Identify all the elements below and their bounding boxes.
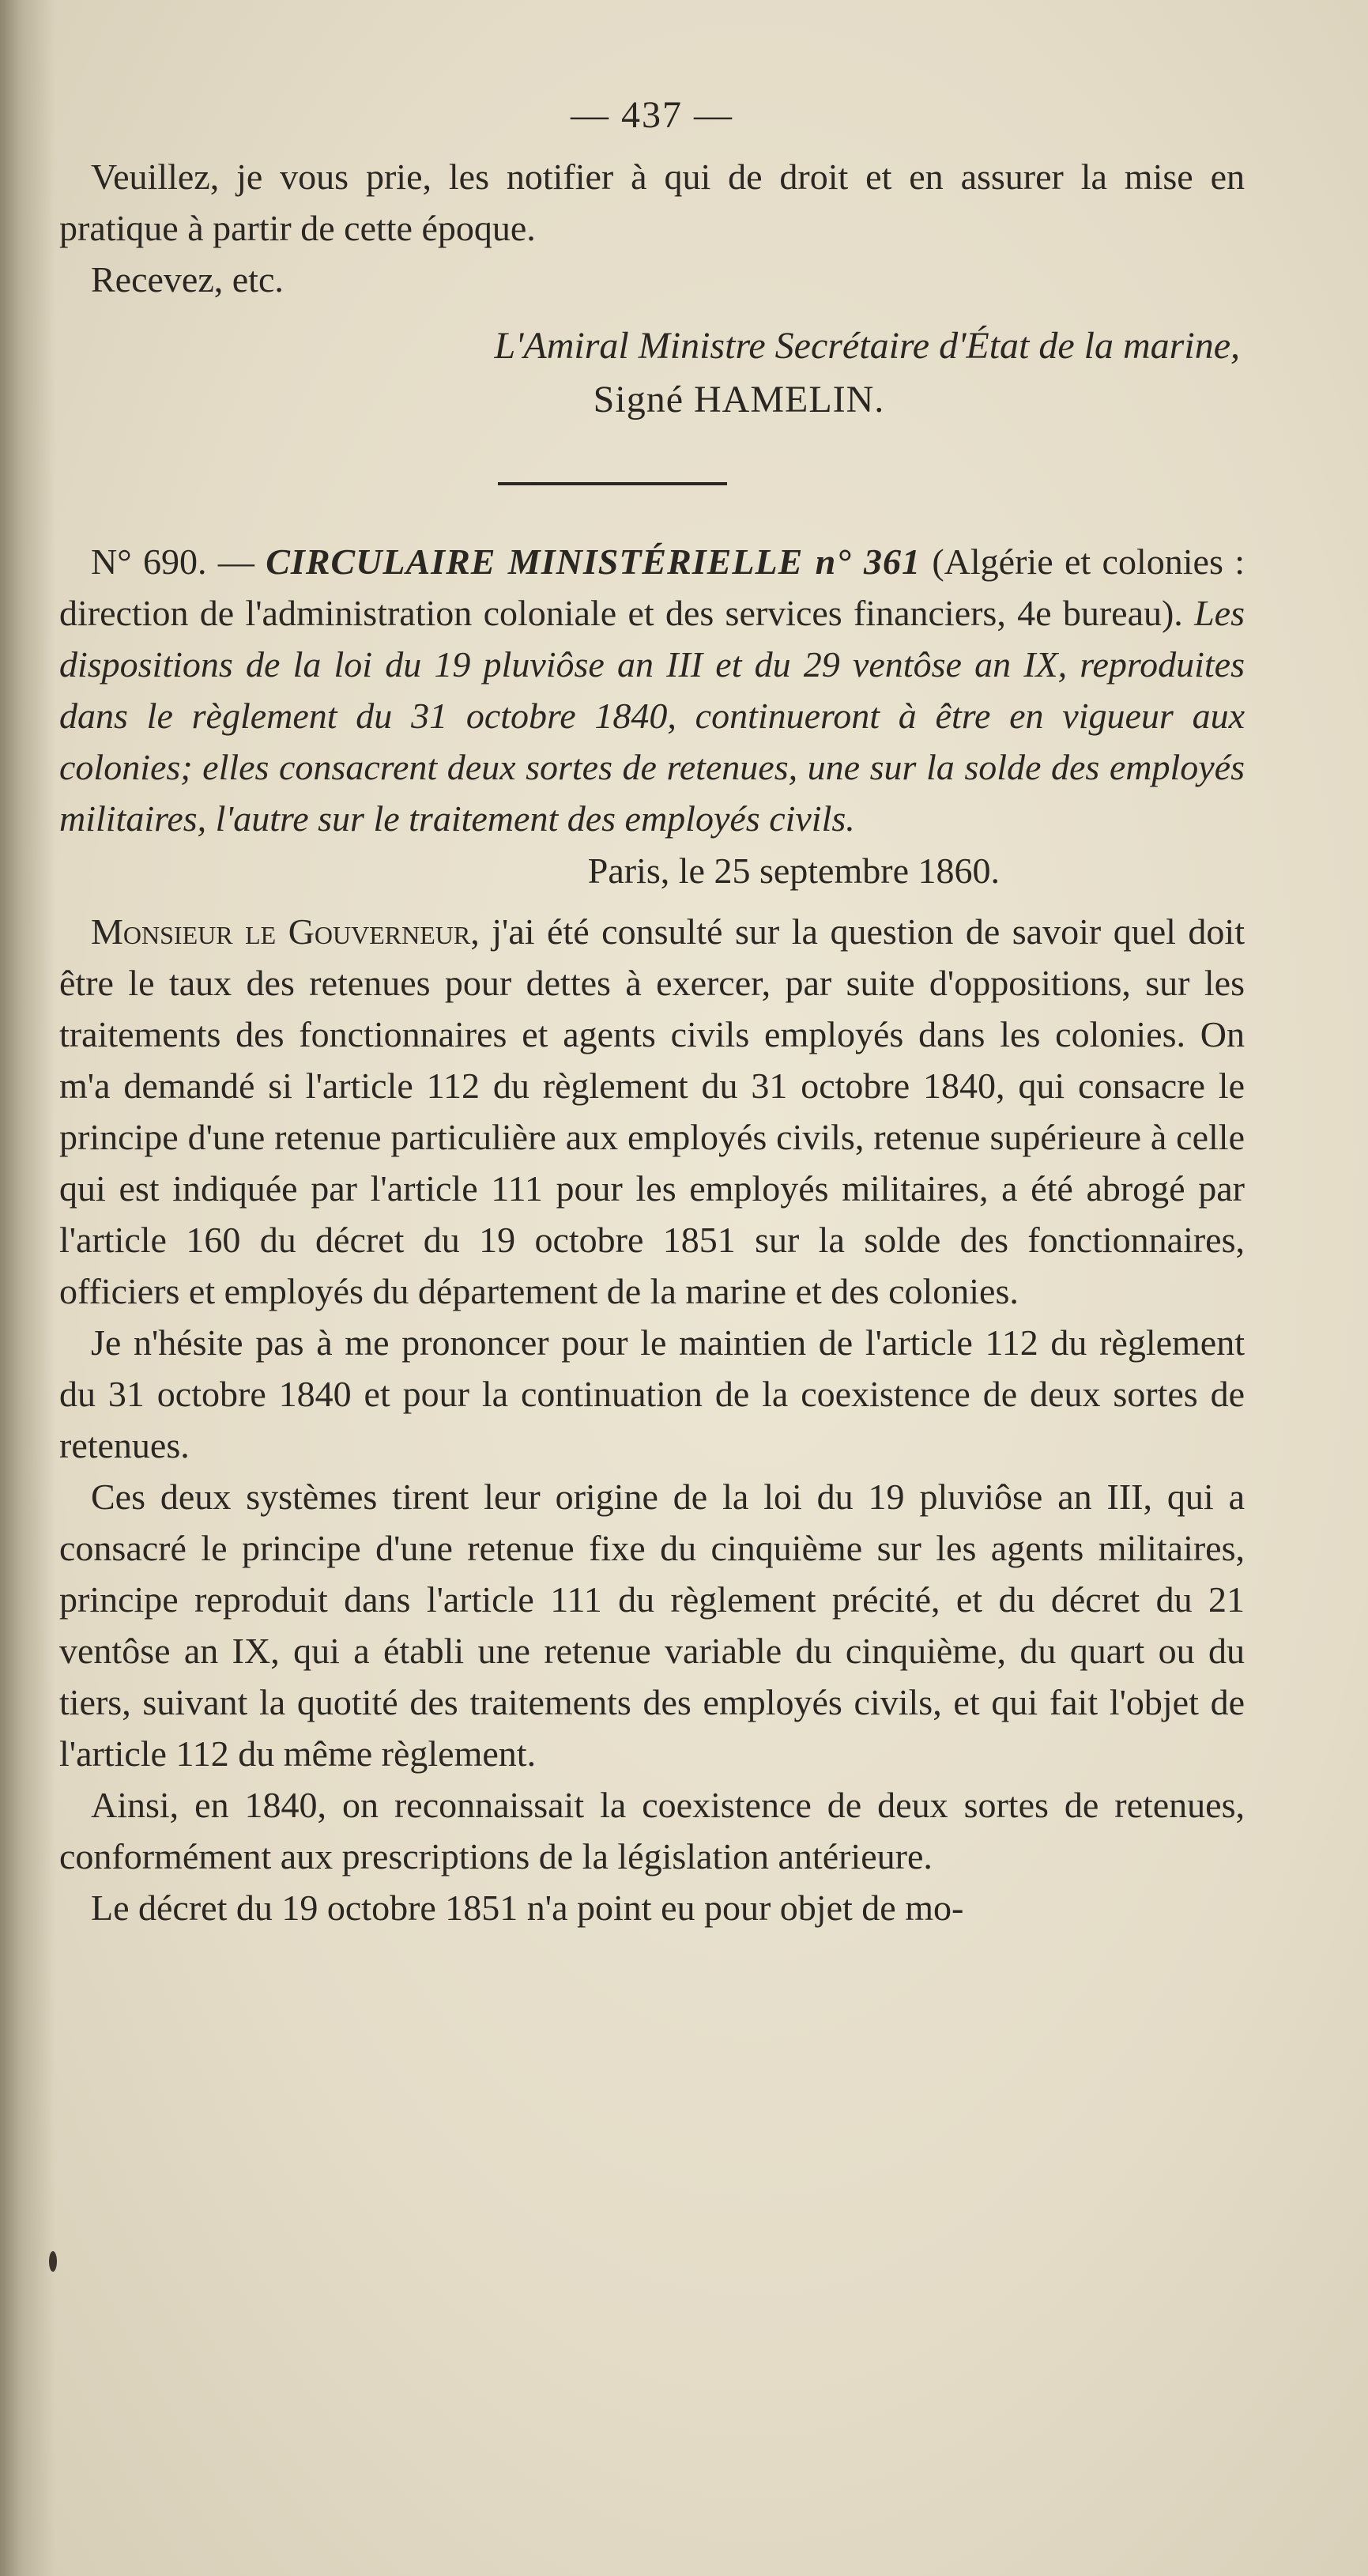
circular-number: N° 690. — <box>91 541 266 582</box>
paragraph-notify: Veuillez, je vous prie, les notifier à qui de droit et en assurer la mise en pratique à partir de cette époque. <box>59 157 1245 248</box>
signature-name: Signé HAMELIN. <box>593 379 885 421</box>
circular-heading <box>59 536 1245 844</box>
section-divider <box>498 482 727 485</box>
paragraph-3: Ces deux systèmes tirent leur origine de la loi du 19 pluviôse an III, qui a consacré le principe d'une retenue fixe du cinquième sur les agents militaires, principe reproduit dans l'article 111 du règlement précité, et du décret du 21 ventôse an IX, qui a établi une retenue variable du cinquième, du quart ou du tiers, suivant la quotité des traitements des employés civils, et qui fait l'objet de l'article 112 du même règlement. <box>59 1477 1245 1774</box>
page-content <box>59 93 1245 1933</box>
page-number: — 437 — <box>571 94 733 136</box>
ink-spot <box>49 2251 57 2272</box>
signature-title: L'Amiral Ministre Secrétaire d'État de la marine, <box>494 325 1240 367</box>
circular-department: (Algérie et colonies : direction de l'administration coloniale et des services financiers, 4e bureau). <box>59 541 1245 633</box>
paragraph-5: Le décret du 19 octobre 1851 n'a point eu pour objet de mo- <box>91 1888 964 1928</box>
paragraph-2: Je n'hésite pas à me prononcer pour le maintien de l'article 112 du règlement du 31 octobre 1840 et pour la continuation de la coexistence de deux sortes de retenues. <box>59 1322 1245 1465</box>
paragraph-4: Ainsi, en 1840, on reconnaissait la coexistence de deux sortes de retenues, conformément aux prescriptions de la législation antérieure. <box>59 1785 1245 1876</box>
circular-summary: Les dispositions de la loi du 19 pluviôse an III et du 29 ventôse an IX, reproduites dans le règlement du 31 octobre 1840, continueront à être en vigueur aux colonies; elles consacrent deux sortes de retenues, une sur la solde des employés militaires, l'autre sur le traitement des employés civils. <box>59 593 1245 839</box>
paragraph-1-text: j'ai été consulté sur la question de savoir quel doit être le taux des retenues pour dettes à exercer, par suite d'oppositions, sur les traitements des fonctionnaires et agents civils employés dans les colonies. On m'a demandé si l'article 112 du règlement du 31 octobre 1840, qui consacre le principe d'une retenue particulière aux employés civils, retenue supérieure à celle qui est indiquée par l'article 111 pour les employés militaires, a été abrogé par l'article 160 du décret du 19 octobre 1851 sur la solde des fonctionnaires, officiers et employés du département de la marine et des colonies. <box>59 911 1245 1311</box>
salutation: Monsieur le Gouverneur, <box>91 911 480 952</box>
paragraph-1 <box>59 906 1245 1317</box>
dateline: Paris, le 25 septembre 1860. <box>587 850 1000 891</box>
circular-title: CIRCULAIRE MINISTÉRIELLE n° 361 <box>266 541 921 582</box>
binding-shadow <box>0 0 55 2576</box>
paragraph-recevez: Recevez, etc. <box>91 259 284 300</box>
